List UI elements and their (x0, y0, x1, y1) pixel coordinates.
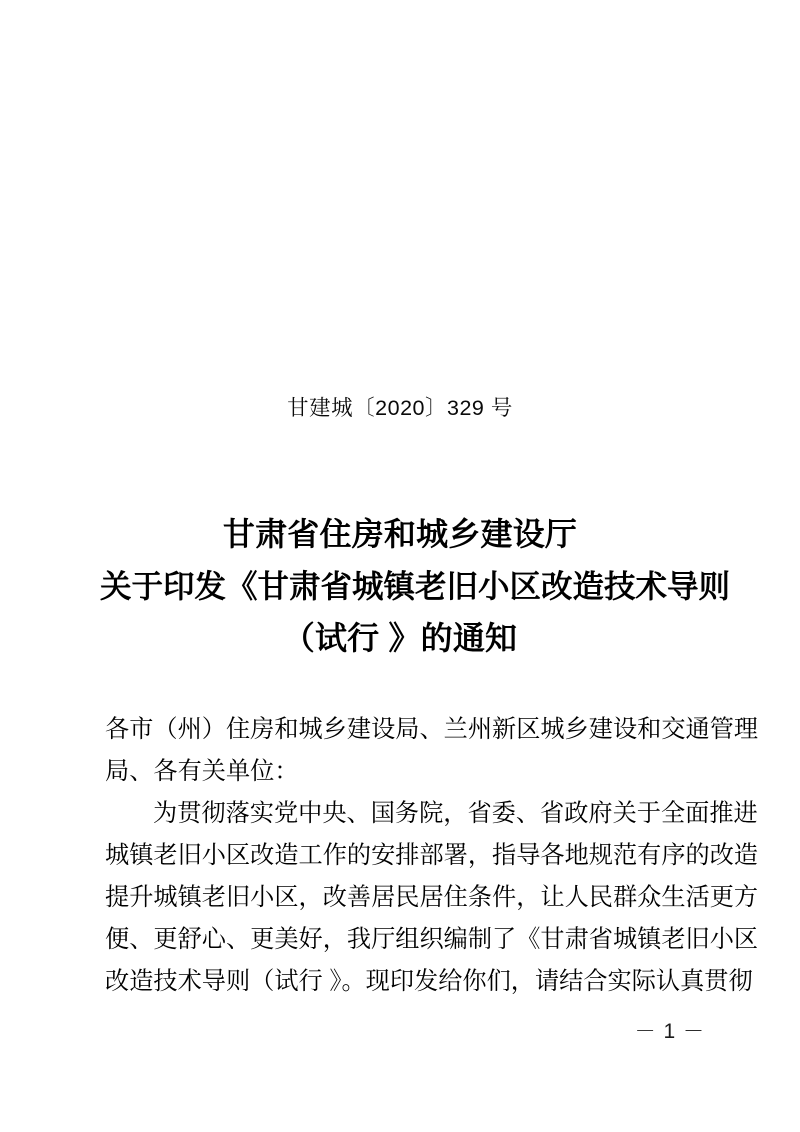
title-line-2: 关于印发《甘肃省城镇老旧小区改造技术导则 (100, 568, 731, 604)
page-number: － 1 － (634, 1020, 705, 1043)
title-line-1: 甘肃省住房和城乡建设厅 (222, 516, 578, 552)
body-line-1: 为贯彻落实党中央、国务院，省委、省政府关于全面推进 (153, 800, 758, 827)
body-line-2: 城镇老旧小区改造工作的安排部署，指导各地规范有序的改造 (105, 842, 759, 869)
body-line-5: 改造技术导则（试行 》。现印发给你们，请结合实际认真贯彻 (105, 968, 753, 995)
document-body (105, 709, 759, 1003)
document-number: 甘建城〔2020〕329 号 (287, 396, 513, 420)
recipient-line-2: 局、各有关单位： (105, 758, 299, 785)
body-line-3: 提升城镇老旧小区，改善居民居住条件，让人民群众生活更方 (105, 884, 759, 911)
title-line-3: （试行 》的通知 (282, 620, 518, 656)
recipient-line-1: 各市（州）住房和城乡建设局、兰州新区城乡建设和交通管理 (105, 716, 759, 743)
document-title-block (100, 508, 731, 664)
body-line-4: 便、更舒心、更美好，我厅组织编制了《甘肃省城镇老旧小区 (105, 926, 759, 953)
